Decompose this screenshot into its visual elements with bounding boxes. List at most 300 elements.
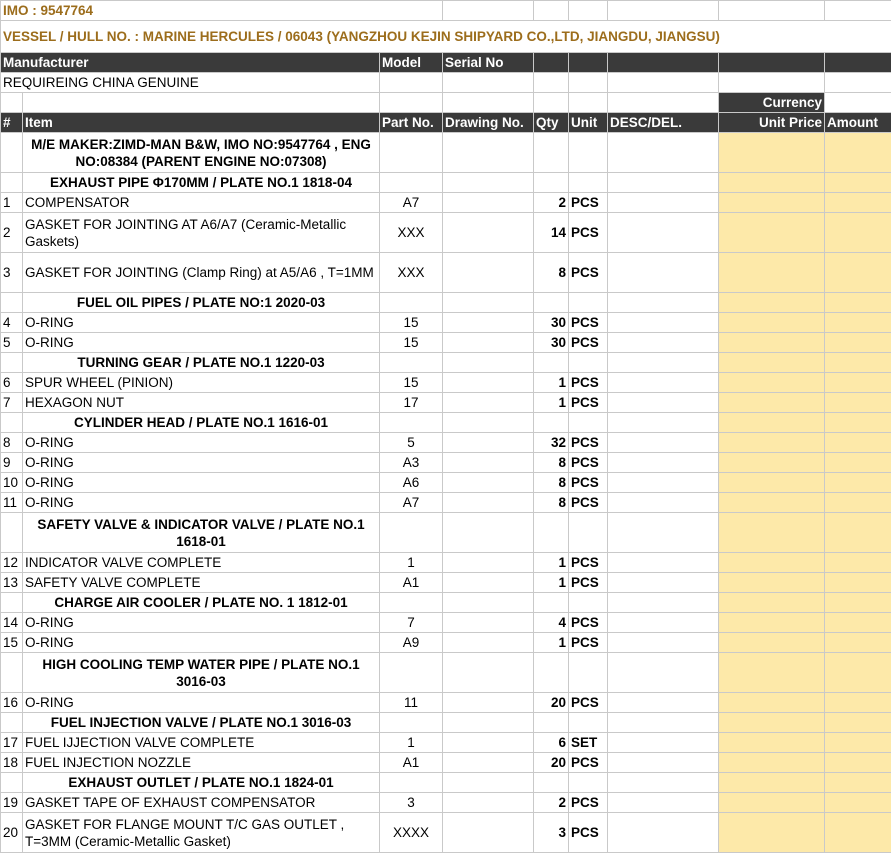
amount-cell[interactable]: [825, 353, 891, 373]
cell[interactable]: [380, 73, 443, 93]
part-no-cell[interactable]: XXX: [380, 213, 443, 253]
unit-price-cell[interactable]: [719, 253, 825, 293]
row-number-cell[interactable]: 12: [1, 553, 23, 573]
part-no-cell[interactable]: XXX: [380, 253, 443, 293]
cell[interactable]: [443, 173, 534, 193]
unit-price-cell[interactable]: [719, 493, 825, 513]
cell[interactable]: [380, 713, 443, 733]
cell[interactable]: [380, 173, 443, 193]
part-no-cell[interactable]: 7: [380, 613, 443, 633]
cell[interactable]: [719, 73, 825, 93]
amount-cell[interactable]: [825, 753, 891, 773]
cell[interactable]: [534, 173, 569, 193]
item-cell[interactable]: GASKET TAPE OF EXHAUST COMPENSATOR: [23, 793, 380, 813]
currency-header[interactable]: Currency: [719, 93, 825, 113]
unit-price-cell[interactable]: [719, 573, 825, 593]
unit-price-cell[interactable]: [719, 813, 825, 853]
unit-price-cell[interactable]: [719, 433, 825, 453]
unit-cell[interactable]: PCS: [569, 453, 608, 473]
item-cell[interactable]: GASKET FOR JOINTING (Clamp Ring) at A5/A6 , T=1MM: [23, 253, 380, 293]
cell[interactable]: [534, 73, 569, 93]
item-header[interactable]: Item: [23, 113, 380, 133]
cell[interactable]: [569, 133, 608, 173]
unit-price-cell[interactable]: [719, 313, 825, 333]
part-no-cell[interactable]: A1: [380, 753, 443, 773]
cell[interactable]: [825, 1, 891, 21]
drawing-no-cell[interactable]: [443, 693, 534, 713]
unit-price-cell[interactable]: [719, 293, 825, 313]
cell[interactable]: [380, 93, 443, 113]
item-cell[interactable]: O-RING: [23, 693, 380, 713]
amount-cell[interactable]: [825, 653, 891, 693]
item-cell[interactable]: SAFETY VALVE COMPLETE: [23, 573, 380, 593]
drawing-no-cell[interactable]: [443, 313, 534, 333]
row-number-cell[interactable]: 17: [1, 733, 23, 753]
unit-cell[interactable]: PCS: [569, 313, 608, 333]
desc-cell[interactable]: [608, 793, 719, 813]
drawing-header[interactable]: Drawing No.: [443, 113, 534, 133]
desc-cell[interactable]: [608, 693, 719, 713]
unit-price-cell[interactable]: [719, 733, 825, 753]
unit-price-cell[interactable]: [719, 713, 825, 733]
unit-price-cell[interactable]: [719, 693, 825, 713]
amount-cell[interactable]: [825, 393, 891, 413]
imo-cell[interactable]: IMO : 9547764: [1, 1, 443, 21]
amount-cell[interactable]: [825, 613, 891, 633]
row-number-cell[interactable]: 16: [1, 693, 23, 713]
row-number-cell[interactable]: 10: [1, 473, 23, 493]
unit-price-cell[interactable]: [719, 413, 825, 433]
amount-cell[interactable]: [825, 633, 891, 653]
amount-cell[interactable]: [825, 693, 891, 713]
cell[interactable]: [380, 353, 443, 373]
desc-cell[interactable]: [608, 813, 719, 853]
cell[interactable]: [569, 513, 608, 553]
qty-cell[interactable]: 30: [534, 313, 569, 333]
unit-price-cell[interactable]: [719, 393, 825, 413]
cell[interactable]: [443, 773, 534, 793]
row-number-cell[interactable]: 5: [1, 333, 23, 353]
cell[interactable]: [443, 293, 534, 313]
row-number-cell[interactable]: 11: [1, 493, 23, 513]
row-number-cell[interactable]: 3: [1, 253, 23, 293]
row-number-cell[interactable]: [1, 133, 23, 173]
item-cell[interactable]: O-RING: [23, 433, 380, 453]
desc-cell[interactable]: [608, 433, 719, 453]
amount-cell[interactable]: [825, 193, 891, 213]
row-number-cell[interactable]: [1, 713, 23, 733]
drawing-no-cell[interactable]: [443, 813, 534, 853]
section-title[interactable]: FUEL INJECTION VALVE / PLATE NO.1 3016-03: [23, 713, 380, 733]
manufacturer-value[interactable]: REQUIREING CHINA GENUINE: [1, 73, 380, 93]
qty-cell[interactable]: 6: [534, 733, 569, 753]
amount-cell[interactable]: [825, 593, 891, 613]
drawing-no-cell[interactable]: [443, 573, 534, 593]
cell[interactable]: [719, 1, 825, 21]
unit-cell[interactable]: PCS: [569, 433, 608, 453]
desc-cell[interactable]: [608, 193, 719, 213]
item-cell[interactable]: GASKET FOR FLANGE MOUNT T/C GAS OUTLET , T=3MM (Ceramic-Metallic Gasket): [23, 813, 380, 853]
item-cell[interactable]: O-RING: [23, 313, 380, 333]
drawing-no-cell[interactable]: [443, 193, 534, 213]
unit-cell[interactable]: PCS: [569, 793, 608, 813]
cell[interactable]: [443, 513, 534, 553]
qty-cell[interactable]: 3: [534, 813, 569, 853]
desc-cell[interactable]: [608, 633, 719, 653]
desc-cell[interactable]: [608, 573, 719, 593]
unit-price-header[interactable]: Unit Price: [719, 113, 825, 133]
qty-cell[interactable]: 20: [534, 693, 569, 713]
amount-cell[interactable]: [825, 293, 891, 313]
row-number-cell[interactable]: 6: [1, 373, 23, 393]
unit-price-cell[interactable]: [719, 373, 825, 393]
section-title[interactable]: CYLINDER HEAD / PLATE NO.1 1616-01: [23, 413, 380, 433]
item-cell[interactable]: O-RING: [23, 633, 380, 653]
section-title[interactable]: HIGH COOLING TEMP WATER PIPE / PLATE NO.1 3016-03: [23, 653, 380, 693]
drawing-no-cell[interactable]: [443, 793, 534, 813]
desc-cell[interactable]: [608, 453, 719, 473]
part-no-cell[interactable]: A1: [380, 573, 443, 593]
cell[interactable]: [380, 593, 443, 613]
cell[interactable]: [534, 773, 569, 793]
unit-price-cell[interactable]: [719, 773, 825, 793]
cell[interactable]: [569, 593, 608, 613]
serial-header[interactable]: Serial No: [443, 53, 534, 73]
unit-price-cell[interactable]: [719, 353, 825, 373]
unit-header[interactable]: Unit: [569, 113, 608, 133]
qty-cell[interactable]: 2: [534, 793, 569, 813]
cell[interactable]: [1, 93, 23, 113]
cell[interactable]: [569, 53, 608, 73]
amount-cell[interactable]: [825, 133, 891, 173]
desc-cell[interactable]: [608, 733, 719, 753]
row-number-cell[interactable]: 9: [1, 453, 23, 473]
qty-cell[interactable]: 8: [534, 253, 569, 293]
cell[interactable]: [608, 653, 719, 693]
unit-price-cell[interactable]: [719, 633, 825, 653]
cell[interactable]: [608, 53, 719, 73]
amount-cell[interactable]: [825, 253, 891, 293]
part-no-cell[interactable]: 3: [380, 793, 443, 813]
cell[interactable]: [443, 653, 534, 693]
qty-cell[interactable]: 1: [534, 573, 569, 593]
row-number-cell[interactable]: [1, 513, 23, 553]
amount-cell[interactable]: [825, 313, 891, 333]
qty-cell[interactable]: 14: [534, 213, 569, 253]
cell[interactable]: [569, 173, 608, 193]
row-number-cell[interactable]: 14: [1, 613, 23, 633]
cell[interactable]: [569, 293, 608, 313]
unit-cell[interactable]: SET: [569, 733, 608, 753]
part-header[interactable]: Part No.: [380, 113, 443, 133]
cell[interactable]: [569, 413, 608, 433]
unit-cell[interactable]: PCS: [569, 193, 608, 213]
amount-cell[interactable]: [825, 453, 891, 473]
row-number-cell[interactable]: 15: [1, 633, 23, 653]
unit-price-cell[interactable]: [719, 133, 825, 173]
drawing-no-cell[interactable]: [443, 213, 534, 253]
section-title[interactable]: TURNING GEAR / PLATE NO.1 1220-03: [23, 353, 380, 373]
part-no-cell[interactable]: 15: [380, 333, 443, 353]
desc-cell[interactable]: [608, 313, 719, 333]
row-number-cell[interactable]: 8: [1, 433, 23, 453]
cell[interactable]: [443, 593, 534, 613]
cell[interactable]: [443, 1, 534, 21]
cell[interactable]: [608, 73, 719, 93]
item-cell[interactable]: GASKET FOR JOINTING AT A6/A7 (Ceramic-Metallic Gaskets): [23, 213, 380, 253]
unit-cell[interactable]: PCS: [569, 813, 608, 853]
qty-cell[interactable]: 20: [534, 753, 569, 773]
part-no-cell[interactable]: 11: [380, 693, 443, 713]
amount-cell[interactable]: [825, 813, 891, 853]
row-number-cell[interactable]: 18: [1, 753, 23, 773]
amount-header[interactable]: Amount: [825, 113, 891, 133]
section-title[interactable]: SAFETY VALVE & INDICATOR VALVE / PLATE NO.1 1618-01: [23, 513, 380, 553]
part-no-cell[interactable]: 15: [380, 313, 443, 333]
item-cell[interactable]: HEXAGON NUT: [23, 393, 380, 413]
unit-cell[interactable]: PCS: [569, 753, 608, 773]
amount-cell[interactable]: [825, 553, 891, 573]
row-number-cell[interactable]: [1, 593, 23, 613]
unit-price-cell[interactable]: [719, 753, 825, 773]
cell[interactable]: [534, 413, 569, 433]
cell[interactable]: [534, 653, 569, 693]
section-title[interactable]: CHARGE AIR COOLER / PLATE NO. 1 1812-01: [23, 593, 380, 613]
cell[interactable]: [608, 773, 719, 793]
cell[interactable]: [569, 353, 608, 373]
cell[interactable]: [608, 1, 719, 21]
item-cell[interactable]: O-RING: [23, 453, 380, 473]
row-number-cell[interactable]: 13: [1, 573, 23, 593]
desc-cell[interactable]: [608, 373, 719, 393]
unit-price-cell[interactable]: [719, 193, 825, 213]
row-number-cell[interactable]: [1, 773, 23, 793]
unit-price-cell[interactable]: [719, 453, 825, 473]
cell[interactable]: [608, 173, 719, 193]
part-no-cell[interactable]: 1: [380, 553, 443, 573]
unit-cell[interactable]: PCS: [569, 693, 608, 713]
unit-price-cell[interactable]: [719, 553, 825, 573]
amount-cell[interactable]: [825, 373, 891, 393]
unit-cell[interactable]: PCS: [569, 553, 608, 573]
cell[interactable]: [534, 713, 569, 733]
item-cell[interactable]: SPUR WHEEL (PINION): [23, 373, 380, 393]
amount-cell[interactable]: [825, 473, 891, 493]
cell[interactable]: [534, 93, 569, 113]
part-no-cell[interactable]: A7: [380, 493, 443, 513]
row-number-cell[interactable]: [1, 293, 23, 313]
cell[interactable]: [534, 513, 569, 553]
cell[interactable]: [380, 653, 443, 693]
part-no-cell[interactable]: 5: [380, 433, 443, 453]
drawing-no-cell[interactable]: [443, 253, 534, 293]
unit-price-cell[interactable]: [719, 653, 825, 693]
cell[interactable]: [443, 413, 534, 433]
desc-cell[interactable]: [608, 393, 719, 413]
desc-cell[interactable]: [608, 473, 719, 493]
cell[interactable]: [443, 73, 534, 93]
unit-price-cell[interactable]: [719, 793, 825, 813]
row-number-cell[interactable]: [1, 353, 23, 373]
section-title[interactable]: EXHAUST OUTLET / PLATE NO.1 1824-01: [23, 773, 380, 793]
item-cell[interactable]: INDICATOR VALVE COMPLETE: [23, 553, 380, 573]
qty-cell[interactable]: 1: [534, 393, 569, 413]
desc-cell[interactable]: [608, 253, 719, 293]
desc-cell[interactable]: [608, 213, 719, 253]
amount-cell[interactable]: [825, 573, 891, 593]
qty-cell[interactable]: 2: [534, 193, 569, 213]
cell[interactable]: [534, 1, 569, 21]
cell[interactable]: [608, 713, 719, 733]
unit-price-cell[interactable]: [719, 473, 825, 493]
cell[interactable]: [825, 73, 891, 93]
cell[interactable]: [608, 513, 719, 553]
row-number-cell[interactable]: [1, 173, 23, 193]
drawing-no-cell[interactable]: [443, 753, 534, 773]
section-title[interactable]: FUEL OIL PIPES / PLATE NO:1 2020-03: [23, 293, 380, 313]
part-no-cell[interactable]: 1: [380, 733, 443, 753]
unit-cell[interactable]: PCS: [569, 613, 608, 633]
row-number-cell[interactable]: 4: [1, 313, 23, 333]
amount-cell[interactable]: [825, 713, 891, 733]
part-no-cell[interactable]: A3: [380, 453, 443, 473]
cell[interactable]: [608, 293, 719, 313]
row-number-cell[interactable]: 20: [1, 813, 23, 853]
unit-cell[interactable]: PCS: [569, 633, 608, 653]
cell[interactable]: [23, 93, 380, 113]
amount-cell[interactable]: [825, 793, 891, 813]
amount-cell[interactable]: [825, 173, 891, 193]
amount-cell[interactable]: [825, 413, 891, 433]
qty-cell[interactable]: 1: [534, 633, 569, 653]
unit-price-cell[interactable]: [719, 593, 825, 613]
cell[interactable]: [569, 713, 608, 733]
drawing-no-cell[interactable]: [443, 433, 534, 453]
desc-cell[interactable]: [608, 493, 719, 513]
drawing-no-cell[interactable]: [443, 393, 534, 413]
amount-cell[interactable]: [825, 433, 891, 453]
unit-cell[interactable]: PCS: [569, 573, 608, 593]
qty-cell[interactable]: 4: [534, 613, 569, 633]
item-cell[interactable]: COMPENSATOR: [23, 193, 380, 213]
section-title[interactable]: EXHAUST PIPE Φ170MM / PLATE NO.1 1818-04: [23, 173, 380, 193]
item-cell[interactable]: O-RING: [23, 613, 380, 633]
cell[interactable]: [608, 413, 719, 433]
item-cell[interactable]: FUEL INJECTION NOZZLE: [23, 753, 380, 773]
cell[interactable]: [534, 353, 569, 373]
manufacturer-header[interactable]: Manufacturer: [1, 53, 380, 73]
cell[interactable]: [380, 133, 443, 173]
num-header[interactable]: #: [1, 113, 23, 133]
amount-cell[interactable]: [825, 773, 891, 793]
cell[interactable]: [443, 93, 534, 113]
unit-cell[interactable]: PCS: [569, 373, 608, 393]
model-header[interactable]: Model: [380, 53, 443, 73]
cell[interactable]: [380, 293, 443, 313]
qty-cell[interactable]: 8: [534, 453, 569, 473]
cell[interactable]: [380, 413, 443, 433]
part-no-cell[interactable]: A6: [380, 473, 443, 493]
drawing-no-cell[interactable]: [443, 373, 534, 393]
drawing-no-cell[interactable]: [443, 613, 534, 633]
qty-cell[interactable]: 30: [534, 333, 569, 353]
cell[interactable]: [569, 653, 608, 693]
drawing-no-cell[interactable]: [443, 733, 534, 753]
unit-cell[interactable]: PCS: [569, 493, 608, 513]
qty-header[interactable]: Qty: [534, 113, 569, 133]
cell[interactable]: [380, 773, 443, 793]
cell[interactable]: [569, 773, 608, 793]
item-cell[interactable]: O-RING: [23, 493, 380, 513]
drawing-no-cell[interactable]: [443, 473, 534, 493]
drawing-no-cell[interactable]: [443, 553, 534, 573]
qty-cell[interactable]: 1: [534, 553, 569, 573]
amount-cell[interactable]: [825, 733, 891, 753]
cell[interactable]: [569, 1, 608, 21]
cell[interactable]: [719, 53, 825, 73]
row-number-cell[interactable]: [1, 653, 23, 693]
item-cell[interactable]: FUEL IJJECTION VALVE COMPLETE: [23, 733, 380, 753]
cell[interactable]: [825, 93, 891, 113]
row-number-cell[interactable]: 19: [1, 793, 23, 813]
cell[interactable]: [380, 513, 443, 553]
unit-price-cell[interactable]: [719, 213, 825, 253]
unit-cell[interactable]: PCS: [569, 473, 608, 493]
desc-cell[interactable]: [608, 333, 719, 353]
drawing-no-cell[interactable]: [443, 493, 534, 513]
part-no-cell[interactable]: 17: [380, 393, 443, 413]
drawing-no-cell[interactable]: [443, 453, 534, 473]
qty-cell[interactable]: 32: [534, 433, 569, 453]
unit-price-cell[interactable]: [719, 333, 825, 353]
cell[interactable]: [443, 133, 534, 173]
unit-cell[interactable]: PCS: [569, 213, 608, 253]
row-number-cell[interactable]: 1: [1, 193, 23, 213]
cell[interactable]: [443, 353, 534, 373]
item-cell[interactable]: O-RING: [23, 473, 380, 493]
unit-price-cell[interactable]: [719, 513, 825, 553]
amount-cell[interactable]: [825, 513, 891, 553]
vessel-cell[interactable]: VESSEL / HULL NO. : MARINE HERCULES / 06043 (YANGZHOU KEJIN SHIPYARD CO.,LTD, JIANGDU, JIANGSU): [1, 21, 891, 53]
cell[interactable]: [569, 73, 608, 93]
part-no-cell[interactable]: A9: [380, 633, 443, 653]
cell[interactable]: [608, 353, 719, 373]
cell[interactable]: [534, 293, 569, 313]
cell[interactable]: [534, 593, 569, 613]
amount-cell[interactable]: [825, 493, 891, 513]
cell[interactable]: [534, 53, 569, 73]
cell[interactable]: [443, 713, 534, 733]
cell[interactable]: [608, 93, 719, 113]
cell[interactable]: [825, 53, 891, 73]
cell[interactable]: [534, 133, 569, 173]
unit-price-cell[interactable]: [719, 173, 825, 193]
drawing-no-cell[interactable]: [443, 633, 534, 653]
part-no-cell[interactable]: XXXX: [380, 813, 443, 853]
item-cell[interactable]: O-RING: [23, 333, 380, 353]
part-no-cell[interactable]: A7: [380, 193, 443, 213]
desc-cell[interactable]: [608, 553, 719, 573]
unit-cell[interactable]: PCS: [569, 393, 608, 413]
unit-price-cell[interactable]: [719, 613, 825, 633]
amount-cell[interactable]: [825, 333, 891, 353]
desc-cell[interactable]: [608, 613, 719, 633]
unit-cell[interactable]: PCS: [569, 333, 608, 353]
cell[interactable]: [608, 593, 719, 613]
qty-cell[interactable]: 8: [534, 493, 569, 513]
section-title[interactable]: M/E MAKER:ZIMD-MAN B&W, IMO NO:9547764 , ENG NO:08384 (PARENT ENGINE NO:07308): [23, 133, 380, 173]
amount-cell[interactable]: [825, 213, 891, 253]
